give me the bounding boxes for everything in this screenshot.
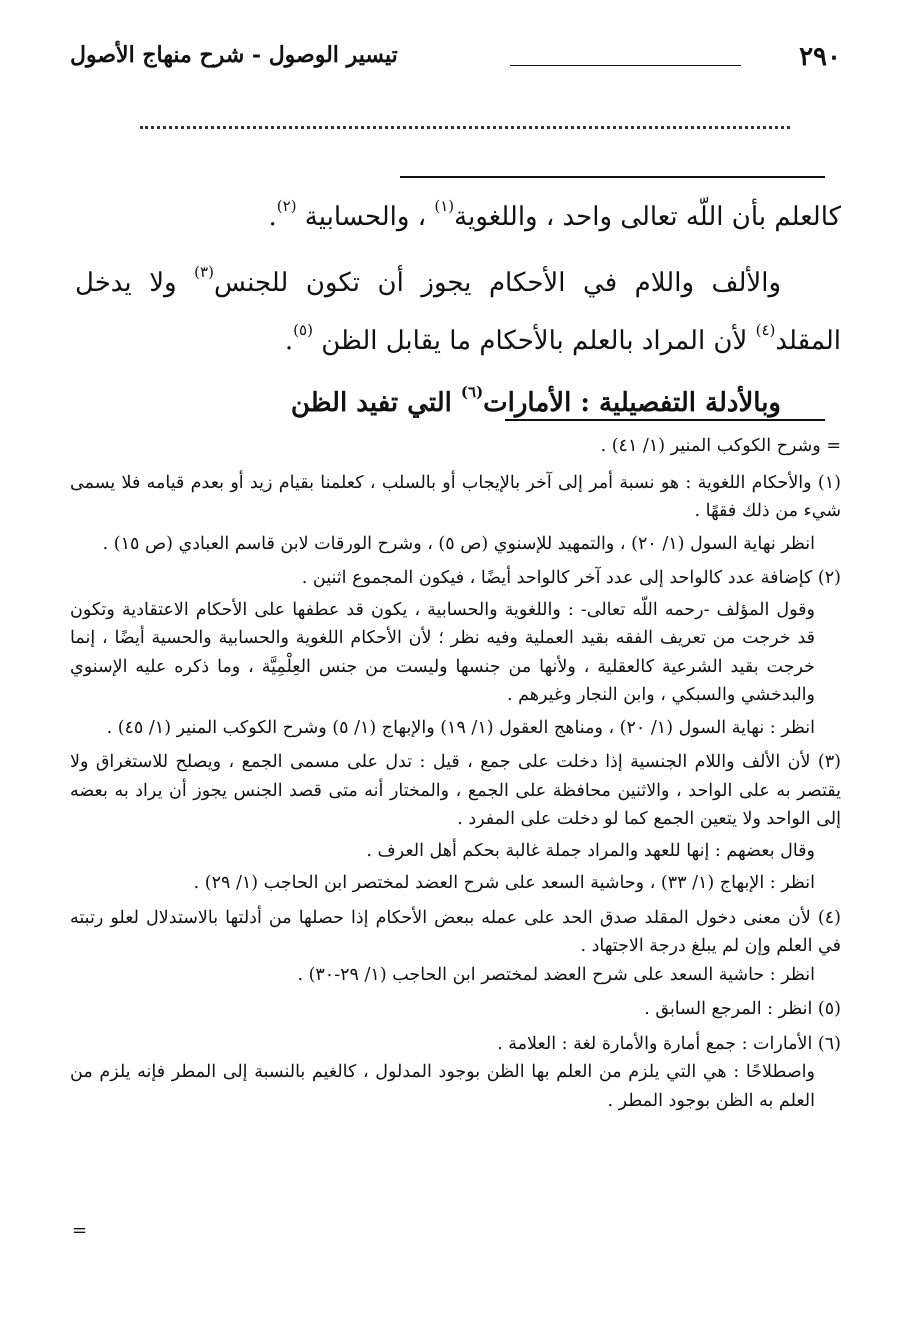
main-line-1: [75, 188, 841, 246]
footnote-ref-3[interactable]: (٣): [194, 263, 214, 281]
footnote-ref-2[interactable]: (٢): [276, 197, 297, 215]
footnote-ref-4[interactable]: (٤): [755, 321, 776, 339]
footnote-4-text: (٤) لأن معنى دخول المقلد صدق الحد على عمله ببعض الأحكام إذا حصلها من أدلتها بالاستدلال لعلو رتبته في العلم وإن لم يبلغ درجة الاجتهاد .: [70, 907, 841, 956]
main-text: [75, 188, 841, 432]
footnote-continuation: = وشرح الكوكب المنير (١/ ٤١) .: [600, 436, 841, 456]
footnote-2-reference: انظر : نهاية السول (١/ ٢٠) ، ومناهج العقول (١/ ١٩) والإبهاج (١/ ٥) وشرح الكوكب المنير (١/ ٤٥) .: [106, 717, 815, 738]
footnote-ref-6[interactable]: (٦): [460, 383, 484, 401]
top-rule: [400, 176, 825, 178]
dotted-separator: [140, 126, 790, 129]
main-text-span: .: [284, 326, 294, 356]
main-paragraph-2: [75, 254, 841, 370]
footnote-2-comment: وقول المؤلف -رحمه اللّه تعالى- : واللغوية والحسابية ، يكون قد عطفها على الأحكام الاعتقادية وتكون قد خرجت من تعريف الفقه بقيد العملية وفيه نظر ؛ لأن الأحكام اللغوية والحسابية والحسية أيضًا ، إنما خرجت بقيد الشرعية كالعقلية ، ولأنها من جنسها وليست من جنس العِلْمِيَّة ، وما ذكره عليه الإسنوي والبدخشي والسبكي ، وابن النجار وغيرهم .: [70, 599, 815, 705]
footnote-ref-1[interactable]: (١): [434, 197, 455, 215]
footnote-3-comment: وقال بعضهم : إنها للعهد والمراد جملة غالبة بحكم أهل العرف .: [366, 840, 815, 861]
footnote-3-reference: انظر : الإبهاج (١/ ٣٣) ، وحاشية السعد على شرح العضد لمختصر ابن الحاجب (١/ ٢٩) .: [193, 873, 815, 893]
main-text-span: والألف واللام في الأحكام يجوز أن تكون للجنس: [213, 268, 782, 298]
main-text-span: ولا يدخل المقلد: [75, 268, 841, 356]
main-text-span: .: [268, 202, 277, 232]
main-paragraph-3: [75, 374, 841, 432]
footnote-ref-5[interactable]: (٥): [293, 321, 313, 339]
main-text-span: كالعلم بأن اللّه تعالى واحد ، واللغوية: [454, 202, 841, 232]
footnote-6-text: (٦) الأمارات : جمع أمارة والأمارة لغة : العلامة .: [497, 1033, 841, 1054]
footnote-2-text: (٢) كإضافة عدد كالواحد إلى عدد آخر كالواحد أيضًا ، فيكون المجموع اثنين .: [301, 568, 841, 588]
footnote-1-text: (١) والأحكام اللغوية : هو نسبة أمر إلى آخر بالإيجاب أو بالسلب ، كعلمنا بقيام زيد أو بعدم قيامه فلا يسمى شيء من ذلك فقهًا .: [70, 472, 841, 521]
header-rule: [510, 65, 741, 66]
continuation-mark: =: [72, 1220, 88, 1241]
footnote-1-reference: انظر نهاية السول (١/ ٢٠) ، والتمهيد للإسنوي (ص ٥) ، وشرح الورقات لابن قاسم العبادي (ص ١٥) .: [102, 533, 815, 554]
main-text-span: لأن المراد بالعلم بالأحكام ما يقابل الظن: [312, 326, 756, 356]
footnote-3-text: (٣) لأن الألف واللام الجنسية إذا دخلت على جمع ، قيل : تدل على مسمى الجمع ، ويصلح للاستغراق ولا يقتصر به على الواحد ، والاثنين محافظة على الجمع ، والمختار أنه متى قصد الجنس يجوز أن يراد به بعضه إلى الواحد ولا يتعين الجمع كما لو دخلت على المفرد .: [70, 752, 841, 829]
main-text-span: ، والحسابية: [296, 202, 435, 232]
running-title: تيسير الوصول - شرح منهاج الأصول: [70, 42, 398, 68]
footnote-4-reference: انظر : حاشية السعد على شرح العضد لمختصر ابن الحاجب (١/ ٢٩-٣٠) .: [297, 964, 815, 985]
footnote-5-text: (٥) انظر : المرجع السابق .: [644, 999, 841, 1019]
footnotes: [70, 432, 841, 1115]
main-text-span: وبالأدلة التفصيلية : الأمارات: [483, 388, 781, 418]
main-text-span: التي تفيد الظن: [290, 388, 461, 418]
footnote-rule: [505, 419, 825, 421]
page-number: ٢٩٠: [799, 42, 841, 72]
page-header: [70, 40, 841, 90]
footnote-6-definition: واصطلاحًا : هي التي يلزم من العلم بها الظن بوجود المدلول ، كالغيم بالنسبة إلى المطر فإنه يلزم من العلم به الظن بوجود المطر .: [70, 1062, 815, 1111]
